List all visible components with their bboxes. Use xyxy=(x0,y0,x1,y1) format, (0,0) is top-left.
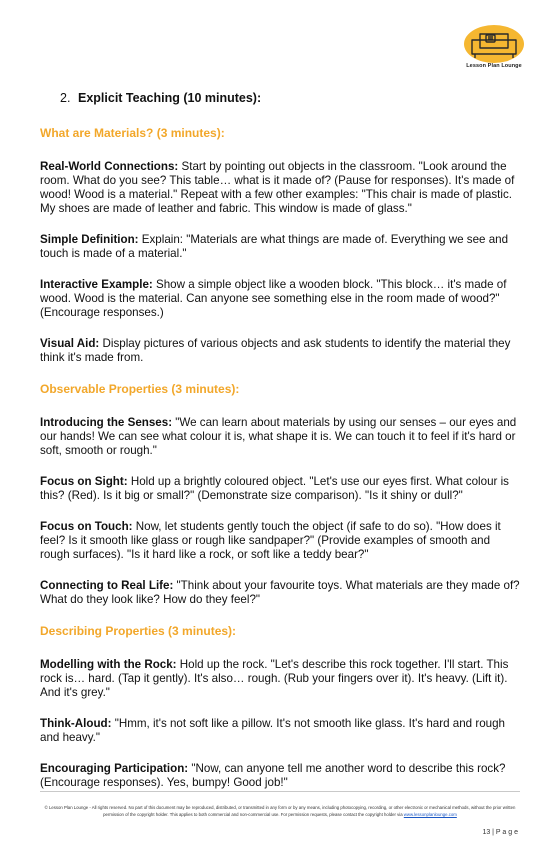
paragraph-lead: Interactive Example: xyxy=(40,278,153,291)
copyright-text: © Lesson Plan Lounge - All rights reserved. No part of this document may be reproduced, distributed, or transmitted in any form or by any means, including photocopying, recording, or other electronic or mechanical methods, without the prior written permission of the copyright holder. This applies to both commercial and non-commercial use. For permission requests, please contact the copyright holder via xyxy=(44,805,516,817)
paragraph xyxy=(40,762,520,790)
logo-blob xyxy=(464,25,524,63)
paragraph xyxy=(40,475,520,503)
website-link[interactable]: www.lessonplanlounge.com xyxy=(403,812,457,817)
paragraph xyxy=(40,233,520,261)
paragraph-lead: Focus on Sight: xyxy=(40,475,128,488)
section-title: Describing Properties (3 minutes): xyxy=(40,624,237,638)
paragraph-lead: Modelling with the Rock: xyxy=(40,658,177,671)
paragraph-lead: Visual Aid: xyxy=(40,337,100,350)
section-heading xyxy=(60,91,520,106)
paragraph-text: "Hmm, it's not soft like a pillow. It's not smooth like glass. It's hard and rough and heavy." xyxy=(40,717,506,744)
paragraph xyxy=(40,579,520,607)
paragraph xyxy=(40,658,520,700)
footer-divider xyxy=(40,791,520,792)
paragraph-lead: Connecting to Real Life: xyxy=(40,579,174,592)
paragraph-lead: Introducing the Senses: xyxy=(40,416,173,429)
heading-number: 2. xyxy=(60,91,71,105)
section-title: Observable Properties (3 minutes): xyxy=(40,382,240,396)
section-title: What are Materials? (3 minutes): xyxy=(40,126,225,140)
paragraph-text: Now, let students gently touch the object (if safe to do so). "How does it feel? Is it smooth like glass or rough like sandpaper?" (Provide examples of smooth and rough surfaces). "Is it hard like a rock, or soft like a teddy bear?" xyxy=(40,520,501,561)
paragraph xyxy=(40,160,520,216)
paragraph-text: Hold up the rock. "Let's describe this rock together. I'll start. This rock is… hard. (Tap it gently). It's also… rough. (Rub your fingers over it). It's heavy. (Lift it). And it's grey." xyxy=(40,658,509,699)
paragraph-text: Show a simple object like a wooden block. "This block… it's made of wood. Wood is the material. Can anyone see something else in the room made of wood?" (Encourage responses.) xyxy=(40,278,507,319)
paragraph-lead: Simple Definition: xyxy=(40,233,139,246)
paragraph-lead: Encouraging Participation: xyxy=(40,762,189,775)
paragraph xyxy=(40,520,520,562)
paragraph-text: Explain: "Materials are what things are made of. Everything we see and touch is made of a material." xyxy=(40,233,509,260)
paragraph xyxy=(40,416,520,458)
page-number: 13 | P a g e xyxy=(482,829,518,836)
paragraph-lead: Focus on Touch: xyxy=(40,520,133,533)
paragraph-lead: Real-World Connections: xyxy=(40,160,179,173)
paragraph-text: "Now, can anyone tell me another word to describe this rock? (Encourage responses). Yes, bumpy! Good job!" xyxy=(40,762,506,789)
paragraph-text: Hold up a brightly coloured object. "Let's use our eyes first. What colour is this? (Red). Is it big or small?" (Demonstrate size comparison). "Is it shiny or dull?" xyxy=(40,475,509,502)
logo-wordmark: Lesson Plan Lounge xyxy=(466,63,522,69)
paragraph xyxy=(40,337,520,365)
paragraph xyxy=(40,278,520,320)
paragraph xyxy=(40,717,520,745)
copyright-footer xyxy=(40,804,520,818)
paragraph-lead: Think-Aloud: xyxy=(40,717,112,730)
heading-text: Explicit Teaching (10 minutes): xyxy=(78,91,262,105)
paragraph-text: "Think about your favourite toys. What materials are they made of? What do they look like? How do they feel?" xyxy=(40,579,520,606)
paragraph-text: "We can learn about materials by using our senses – our eyes and our hands! We can see what colour it is, what shape it is. We can touch it to feel if it's hard or soft, smooth or rough." xyxy=(40,416,517,457)
paragraph-text: Start by pointing out objects in the classroom. "Look around the room. What do you see? This table… what is it made of? (Pause for responses). It's made of wood! Wood is a material." Repeat with a few other examples: "This chair is made of plastic. My shoes are made of leather and fabric. This window is made of glass." xyxy=(40,160,515,215)
lesson-content xyxy=(40,91,520,807)
paragraph-text: Display pictures of various objects and ask students to identify the material they think it's made from. xyxy=(40,337,511,364)
